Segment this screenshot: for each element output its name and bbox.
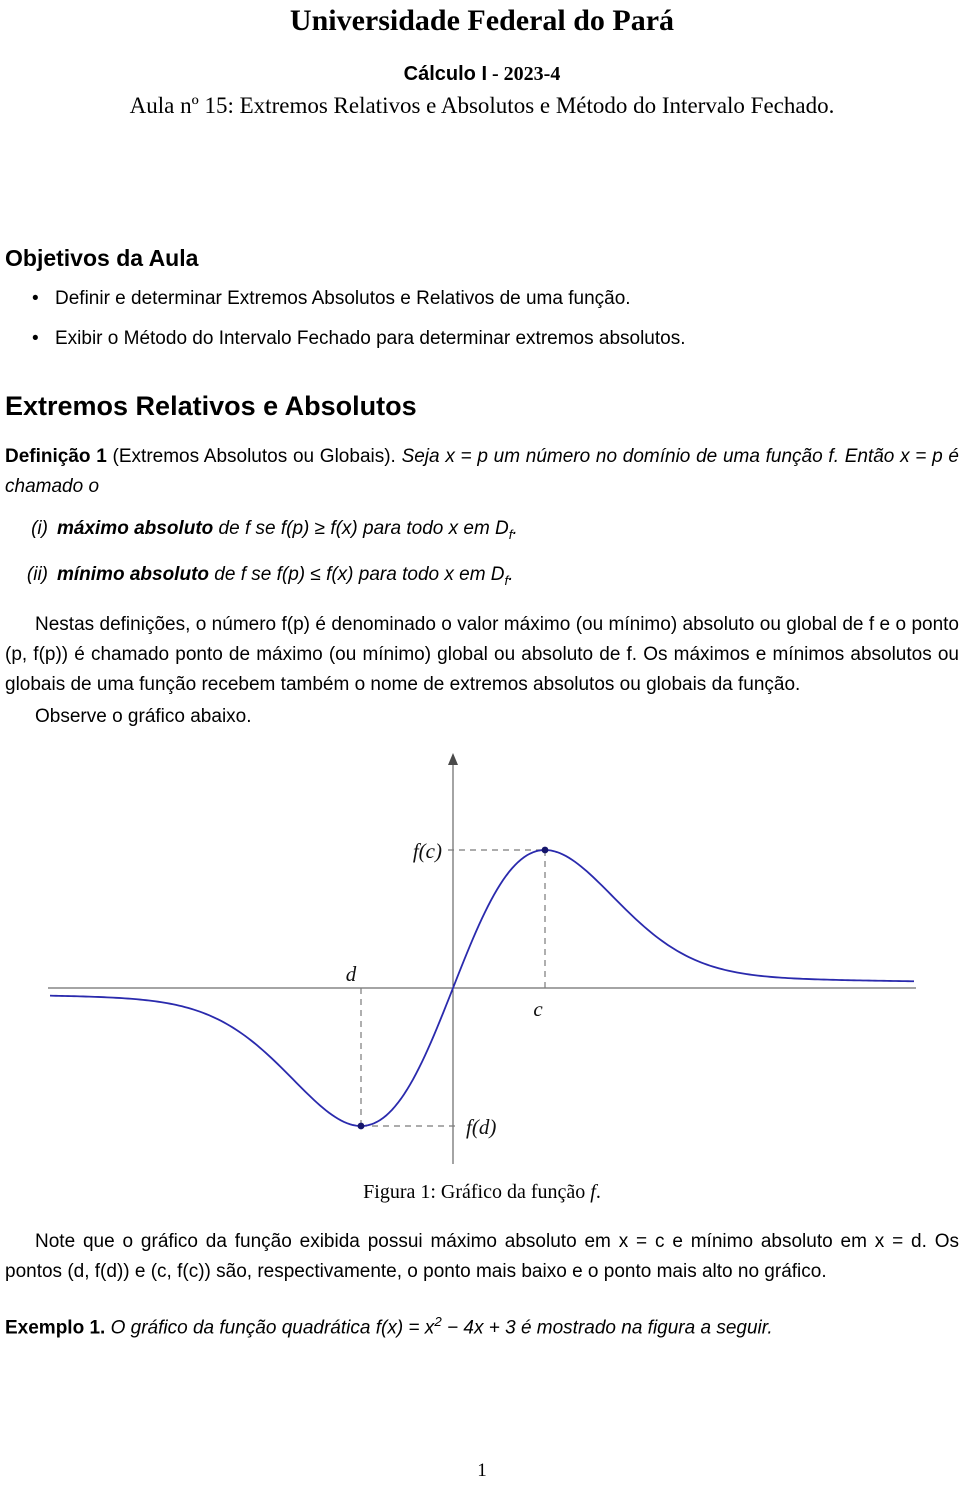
- max-point: [542, 846, 549, 853]
- item-subscript: f: [508, 526, 513, 542]
- course-line: [0, 62, 964, 86]
- definitions-discussion-paragraph: Nestas definições, o número f(p) é denominado o valor máximo (ou mínimo) absoluto ou global de f e o ponto (p, f(p)) é chamado ponto de máximo (ou mínimo) global ou absoluto de f. Os máximos e mínimos absolutos ou globais de uma função recebem também o nome de extremos absolutos ou globais da função.: [5, 613, 959, 695]
- example-body-end: − 4x + 3 é mostrado na figura a seguir.: [441, 1316, 773, 1338]
- item-mid: de f se f(p) ≤ f(x) para todo x em D: [209, 563, 505, 585]
- definition-paragraph: [5, 442, 959, 502]
- document-title: Universidade Federal do Pará: [289, 4, 675, 37]
- item-end: .: [512, 518, 518, 539]
- label-d: d: [345, 961, 357, 986]
- objective-item: [0, 286, 964, 312]
- objective-text: Exibir o Método do Intervalo Fechado para determinar extremos absolutos.: [55, 328, 686, 349]
- example-paragraph: [5, 1307, 959, 1343]
- item-term: mínimo absoluto: [57, 563, 209, 585]
- note-paragraph: Note que o gráfico da função exibida possui máximo absoluto em x = c e mínimo absoluto em x = d. Os pontos (d, f(d)) e (c, f(c)) são, respectivamente, o ponto mais baixo e o ponto mais alto no gráfico.: [5, 1230, 959, 1282]
- item-mid: de f se f(p) ≥ f(x) para todo x em D: [213, 518, 509, 539]
- definition-item-ii: [0, 562, 964, 594]
- course-name: Cálculo I: [403, 63, 488, 85]
- figure-caption: [0, 1180, 964, 1205]
- objectives-heading: Objetivos da Aula: [5, 245, 199, 271]
- example-exponent: 2: [434, 1313, 442, 1329]
- label-fd: f(d): [466, 1114, 497, 1139]
- item-end: .: [508, 563, 514, 585]
- min-point: [358, 1122, 365, 1129]
- figure-graph: [42, 748, 922, 1168]
- y-axis-arrow: [448, 753, 458, 765]
- objective-text: Definir e determinar Extremos Absolutos e Relativos de uma função.: [55, 288, 631, 309]
- lecture-title: Aula nº 15: Extremos Relativos e Absolutos e Método do Intervalo Fechado.: [129, 93, 835, 118]
- section-heading: Extremos Relativos e Absolutos: [5, 391, 417, 421]
- caption-period: .: [595, 1180, 601, 1203]
- bullet-icon: •: [32, 288, 39, 309]
- definition-item-i: [0, 516, 964, 548]
- observe-line: Observe o gráfico abaixo.: [35, 705, 252, 727]
- caption-math-f: f: [590, 1180, 596, 1203]
- item-subscript: f: [504, 572, 509, 588]
- item-marker: (ii): [26, 563, 48, 585]
- item-text: [57, 516, 518, 548]
- definition-body: Seja x = p um número no domínio de uma função f. Então x = p é chamado o: [5, 446, 959, 497]
- definition-scope: (Extremos Absolutos ou Globais).: [106, 446, 396, 467]
- example-label: Exemplo 1.: [5, 1316, 106, 1338]
- item-marker: (i): [31, 518, 48, 539]
- objectives-list: [0, 286, 964, 352]
- item-text: [57, 562, 514, 594]
- label-fc: f(c): [412, 838, 442, 863]
- definition-label: Definição 1: [5, 446, 107, 467]
- bullet-icon: •: [32, 328, 39, 349]
- item-term: máximo absoluto: [57, 518, 214, 539]
- label-c: c: [533, 996, 543, 1021]
- caption-text: Figura 1: Gráfico da função: [363, 1180, 591, 1203]
- course-term: - 2023-4: [487, 63, 561, 85]
- definition-items: [0, 516, 964, 594]
- figure: [42, 748, 922, 1168]
- example-body: O gráfico da função quadrática f(x) = x: [105, 1316, 435, 1338]
- page-number: 1: [477, 1460, 487, 1481]
- objective-item: [0, 326, 964, 352]
